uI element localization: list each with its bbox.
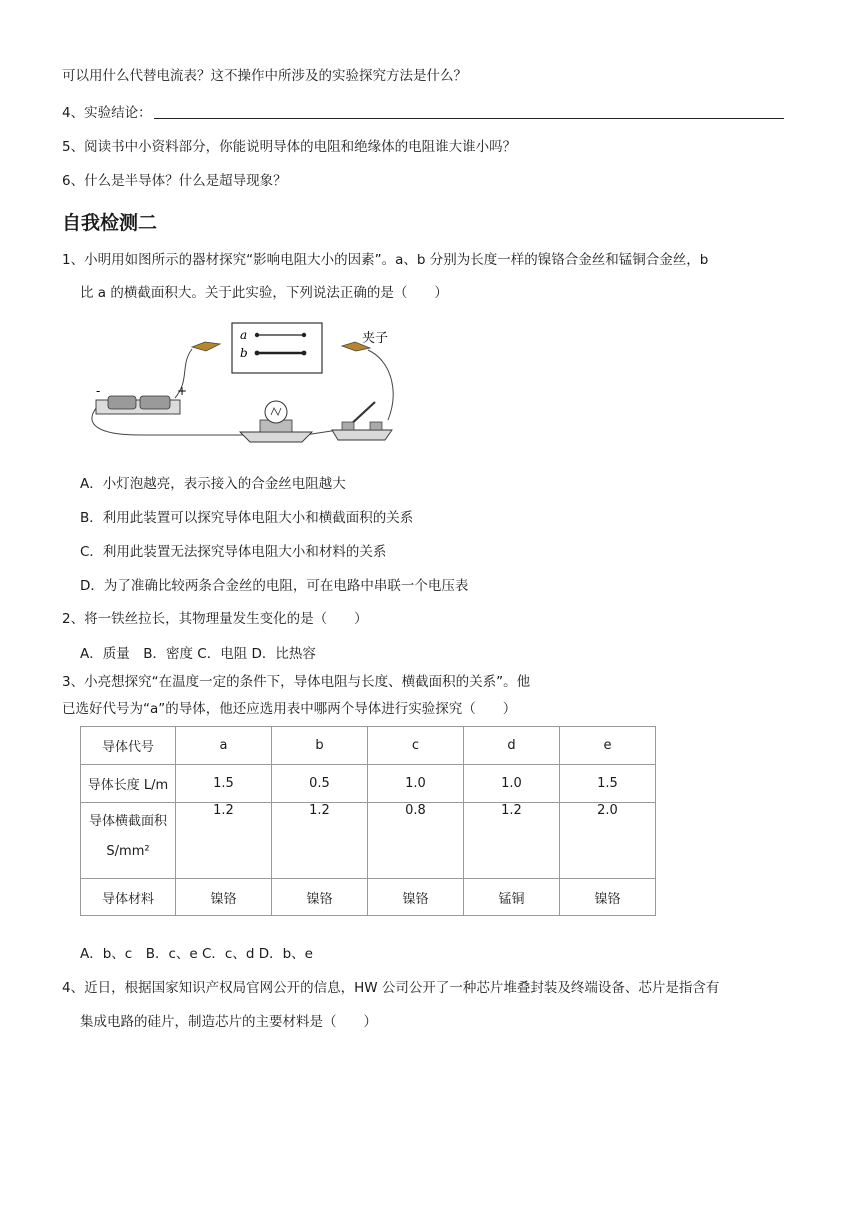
table-row-material [81,879,656,916]
battery-cell-1 [108,396,136,409]
table-cell: 0.5 [272,765,368,803]
conductor-table [80,726,656,916]
q1-stem-line2: 比 a 的横截面积大。关于此实验，下列说法正确的是（ ） [80,285,448,301]
minus-terminal-label: - [96,384,101,398]
table-cell: 1.0 [464,765,560,803]
row-header-length: 导体长度 L/m [81,765,176,803]
battery-cell-2 [140,396,170,409]
q4-stem-line1: 4、近日，根据国家知识产权局官网公开的信息，HW 公司公开了一种芯片堆叠封装及终端设备、芯片是指含有 [62,980,720,996]
switch-base [332,430,392,440]
area-header-text: 导体横截面积 [88,814,167,829]
row-header-area [81,803,176,879]
q1-option-d[interactable]: D．为了准确比较两条合金丝的电阻，可在电路中串联一个电压表 [80,578,469,594]
table-cell: 1.0 [368,765,464,803]
q2-options[interactable]: A．质量 B．密度 C．电阻 D．比热容 [80,646,316,662]
table-cell: 镍铬 [560,879,656,916]
q1-option-c[interactable]: C．利用此装置无法探究导体电阻大小和材料的关系 [80,544,387,560]
conclusion-answer-blank[interactable] [154,104,784,119]
intro-line-6: 6、什么是半导体？什么是超导现象？ [62,173,287,189]
table-cell: 1.2 [176,803,272,879]
q2-stem: 2、将一铁丝拉长，其物理量发生变化的是（ ） [62,611,368,627]
conclusion-label: 4、实验结论： [62,105,152,121]
table-cell: 1.5 [176,765,272,803]
circuit-figure [80,320,410,445]
area-unit: S/mm² [106,844,150,859]
q4-stem-line2: 集成电路的硅片，制造芯片的主要材料是（ ） [80,1014,377,1030]
table-cell: 1.2 [464,803,560,879]
table-row-code [81,727,656,765]
lamp-base [240,432,312,442]
table-cell: 2.0 [560,803,656,879]
table-cell: 镍铬 [176,879,272,916]
q3-options[interactable]: A．b、c B．c、e C．c、d D．b、e [80,946,313,962]
wire-b-label: b [240,346,248,360]
q1-option-b[interactable]: B．利用此装置可以探究导体电阻大小和横截面积的关系 [80,510,414,526]
plus-terminal-label: + [177,384,188,398]
table-cell: 镍铬 [368,879,464,916]
table-cell: 锰铜 [464,879,560,916]
row-header-material: 导体材料 [81,879,176,916]
table-row-length [81,765,656,803]
table-cell: c [368,727,464,765]
wire-a-label: a [240,328,248,342]
table-cell: 0.8 [368,803,464,879]
intro-line-1: 可以用什么代替电流表？这不操作中所涉及的实验探究方法是什么？ [62,68,467,84]
experiment-conclusion [62,104,784,122]
table-cell: b [272,727,368,765]
table-cell: 镍铬 [272,879,368,916]
table-cell: e [560,727,656,765]
section-title: 自我检测二 [62,212,158,234]
table-cell: 1.5 [560,765,656,803]
table-cell: a [176,727,272,765]
left-clip [192,342,220,351]
q3-stem-line2: 已选好代号为“a”的导体，他还应选用表中哪两个导体进行实验探究（ ） [62,701,517,717]
row-header-code: 导体代号 [81,727,176,765]
q3-stem-line1: 3、小亮想探究“在温度一定的条件下，导体电阻与长度、横截面积的关系”。他 [62,674,531,690]
table-cell: 1.2 [272,803,368,879]
clip-label: 夹子 [362,331,389,346]
table-cell: d [464,727,560,765]
wire-to-switch [368,350,393,420]
intro-line-5: 5、阅读书中小资料部分，你能说明导体的电阻和绝缘体的电阻谁大谁小吗？ [62,139,517,155]
table-row-area [81,803,656,879]
q1-stem-line1: 1、小明用如图所示的器材探究“影响电阻大小的因素”。a、b 分别为长度一样的镍铬合金丝和锰铜合金丝，b [62,252,709,268]
q1-option-a[interactable]: A．小灯泡越亮，表示接入的合金丝电阻越大 [80,476,346,492]
